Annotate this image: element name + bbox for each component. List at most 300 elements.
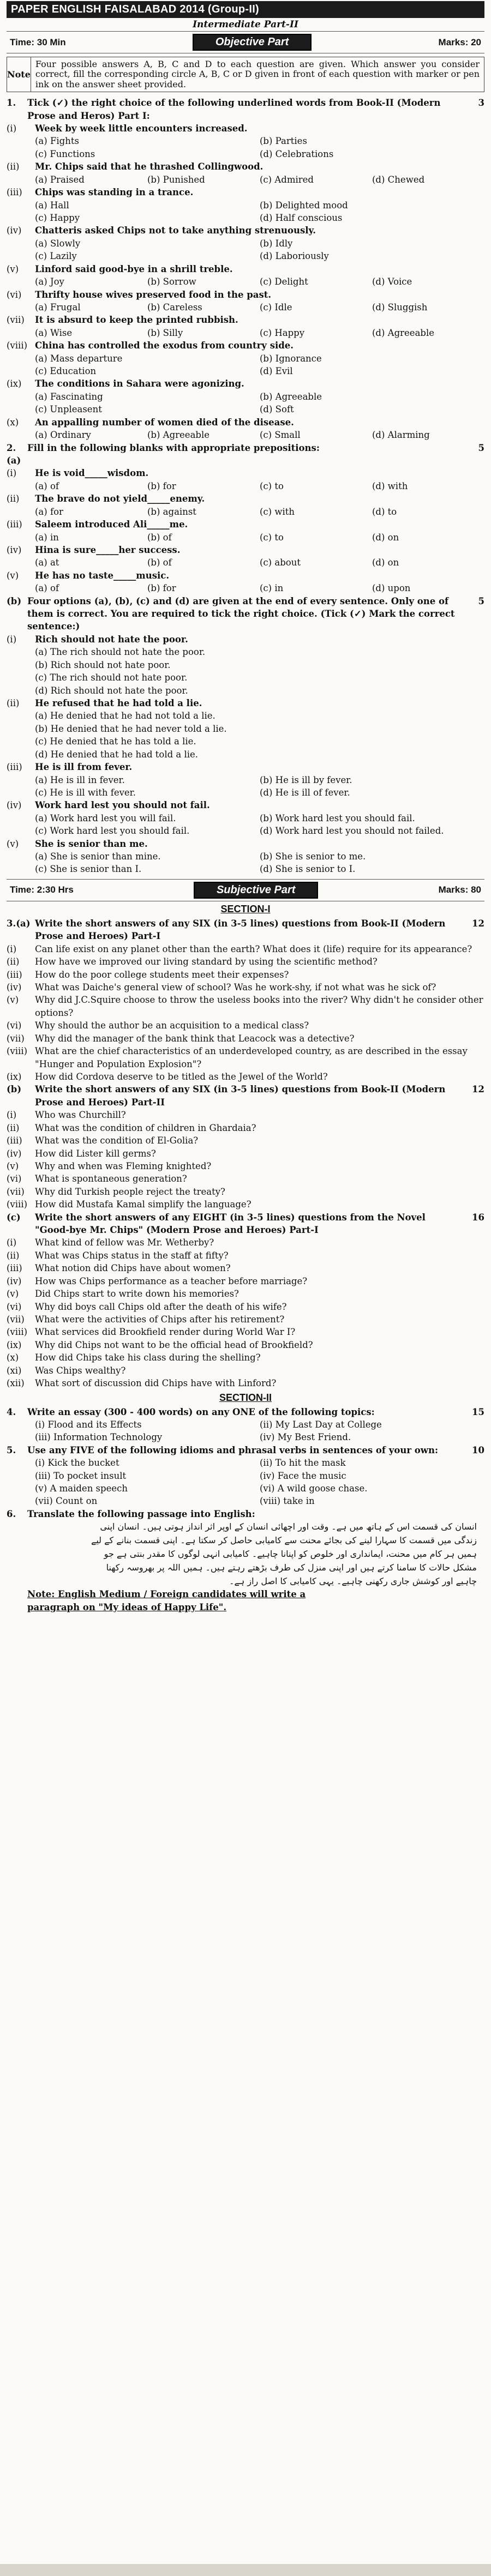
question-number: 1.: [7, 98, 16, 109]
urdu-line: زندگی میں قسمت کا سہارا لینے کی بجائے محنت سے کامیابی حاصل کر سکتا ہے۔ اپنی قسمت بنانے کے لیے: [91, 1535, 477, 1546]
question-marks: 10: [472, 1445, 484, 1455]
item-text: Saleem introduced Ali_____me.: [35, 519, 188, 530]
answer-option: (a) Ordinary: [35, 430, 91, 441]
answer-option: (b) Agreeable: [147, 430, 210, 441]
question-items: [7, 633, 484, 876]
short-question: [7, 1351, 484, 1364]
item-text: How did Cordova deserve to be titled as the Jewel of the World?: [35, 1071, 328, 1082]
answer-options: [7, 390, 484, 416]
item-number: (x): [7, 1352, 19, 1363]
item-text: China has controlled the exodus from country side.: [35, 340, 294, 351]
item-text: Mr. Chips said that he thrashed Collingwood.: [35, 161, 264, 172]
answer-option: (a) Slowly: [35, 238, 81, 249]
question-item: [7, 544, 484, 556]
answer-option: (c) Happy: [260, 327, 305, 338]
answer-option: (a) of: [35, 480, 59, 491]
answer-option: (a) Praised: [35, 174, 85, 185]
item-text: How was Chips performance as a teacher before marriage?: [35, 1275, 308, 1286]
urdu-line: انسان کی قسمت اس کے ہاتھ میں ہے۔ وقت اور اچھائی انسان کے اوپر اثر انداز ہوتی ہیں۔ انسان اپنی: [100, 1521, 477, 1532]
answer-options: [7, 709, 484, 761]
answer-option: (c) He denied that he has told a lie.: [35, 736, 196, 747]
question-number: 6.: [7, 1508, 16, 1519]
answer-option: (d) Chewed: [372, 174, 425, 185]
short-question: [7, 1313, 484, 1326]
item-number: (i): [7, 1110, 17, 1121]
item-number: (i): [7, 1237, 17, 1248]
item-number: (i): [7, 468, 17, 479]
answer-option: (b) against: [147, 506, 196, 517]
subjective-part-title: Subjective Part: [194, 882, 319, 899]
answer-options: [7, 646, 484, 697]
item-number: (iii): [7, 519, 22, 530]
answer-option: (c) Lazily: [35, 251, 77, 262]
question-5: [7, 1444, 484, 1508]
item-text: He is void_____wisdom.: [35, 468, 149, 479]
item-text: Hina is sure_____her success.: [35, 544, 181, 555]
urdu-line: چاہیے اور کوشش جاری رکھنی چاہیے۔ یہی کامیابی کا اصل راز ہے۔: [229, 1575, 477, 1586]
question-item: [7, 518, 484, 531]
question-item: [7, 467, 484, 479]
answer-option: (c) Admired: [260, 174, 314, 185]
question-3c: [7, 1211, 484, 1390]
answer-option: (b) Idly: [260, 238, 293, 249]
item-text: What was the condition of children in Ghardaia?: [35, 1122, 256, 1133]
item-number: (viii): [7, 1046, 28, 1057]
item-text: Can life exist on any planet other than the earth? What does it (life) require for its appearance?: [35, 943, 472, 954]
item-number: (ix): [7, 378, 22, 389]
short-question: [7, 1377, 484, 1389]
paper-subtitle: Intermediate Part-II: [7, 18, 484, 32]
item-number: (vii): [7, 1033, 25, 1044]
question-number: 3.(a): [7, 918, 31, 929]
question-text: Translate the following passage into English:: [27, 1508, 255, 1519]
item-number: (v): [7, 995, 19, 1006]
answer-option: (d) Celebrations: [260, 148, 334, 159]
answer-option: (b) Sorrow: [147, 276, 196, 287]
idiom-item: (i) Kick the bucket: [35, 1458, 119, 1468]
answer-option: (d) Evil: [260, 366, 293, 377]
answer-option: (a) Joy: [35, 276, 64, 287]
item-number: (viii): [7, 1199, 28, 1210]
question-item: [7, 799, 484, 811]
answer-option: (a) He is ill in fever.: [35, 774, 125, 785]
urdu-passage: [7, 1520, 484, 1588]
item-text: What were the activities of Chips after his retirement?: [35, 1314, 285, 1325]
answer-option: (a) Work hard lest you will fail.: [35, 812, 176, 823]
subjective-marks: Marks: 80: [438, 884, 481, 895]
question-item: [7, 416, 484, 429]
answer-option: (d) Work hard lest you should not failed.: [260, 826, 444, 836]
short-question: [7, 1262, 484, 1274]
answer-option: (a) for: [35, 506, 63, 517]
question-marks: 15: [472, 1406, 484, 1417]
answer-options: [7, 505, 484, 518]
answer-option: (d) Laboriously: [260, 251, 329, 262]
question-number: (b): [7, 1084, 22, 1095]
answer-option: (a) Frugal: [35, 302, 81, 312]
urdu-line: ہمیں ہر کام میں محنت، ایمانداری اور خلوص کو اپنانا چاہیے۔ کامیابی انہی لوگوں کا مقدر بنتی ہے جو: [104, 1548, 477, 1559]
item-text: What sort of discussion did Chips have with Linford?: [35, 1378, 277, 1389]
answer-option: (d) on: [372, 557, 399, 568]
essay-topic: (iv) My Best Friend.: [260, 1432, 351, 1443]
answer-option: (b) Agreeable: [260, 391, 322, 402]
question-number: 4.: [7, 1406, 16, 1417]
answer-option: (a) Fights: [35, 136, 79, 147]
item-number: (i): [7, 943, 17, 954]
answer-option: (d) Rich should not hate the poor.: [35, 685, 188, 696]
question-marks: 5: [478, 442, 484, 453]
item-number: (v): [7, 263, 19, 274]
objective-bar: [7, 32, 484, 53]
note-label: Note: [7, 57, 31, 92]
question-item: [7, 492, 484, 505]
item-number: (iii): [7, 762, 22, 773]
short-question: [7, 1287, 484, 1300]
item-text: She is senior than me.: [35, 838, 148, 849]
short-question: [7, 1109, 484, 1121]
question-text: Write the short answers of any EIGHT (in 3-5 lines) questions from the Novel "Good-bye Mr. Chips" (Modern Prose and Heroes) Part-I: [35, 1212, 426, 1236]
item-number: (viii): [7, 340, 28, 351]
answer-option: (d) Agreeable: [372, 327, 435, 338]
item-text: What was Daiche's general view of school? Was he work-shy, if not what was he sick of?: [35, 982, 436, 993]
answer-option: (b) He denied that he had never told a lie.: [35, 723, 227, 734]
answer-options: [7, 429, 484, 441]
question-3a: [7, 917, 484, 1083]
answer-option: (a) Fascinating: [35, 391, 103, 402]
question-items: [7, 1236, 484, 1389]
question-number: (b): [7, 595, 22, 606]
answer-options: [7, 327, 484, 339]
answer-option: (d) Half conscious: [260, 212, 343, 223]
answer-option: (b) Parties: [260, 136, 307, 147]
question-text: Use any FIVE of the following idioms and phrasal verbs in sentences of your own:: [27, 1445, 439, 1455]
item-number: (iv): [7, 1148, 22, 1159]
answer-options: [7, 275, 484, 288]
item-number: (ix): [7, 1071, 22, 1082]
short-question: [7, 1339, 484, 1351]
answer-options: [7, 556, 484, 569]
item-text: What is spontaneous generation?: [35, 1173, 187, 1184]
answer-options: [7, 199, 484, 225]
answer-options: [7, 237, 484, 263]
objective-marks: Marks: 20: [438, 37, 481, 47]
question-4: [7, 1406, 484, 1444]
item-text: The conditions in Sahara were agonizing.: [35, 378, 244, 389]
answer-options: [7, 812, 484, 838]
answer-option: (c) Unpleasent: [35, 404, 102, 415]
item-text: Why did J.C.Squire choose to throw the useless books into the river? Why didn't he consider other options?: [35, 995, 483, 1018]
item-number: (viii): [7, 1327, 28, 1338]
answer-option: (a) at: [35, 557, 59, 568]
answer-options: [7, 135, 484, 160]
question-items: [7, 467, 484, 594]
question-marks: 12: [472, 918, 484, 929]
item-text: How did Mustafa Kamal simplify the language?: [35, 1199, 252, 1210]
question-item: [7, 697, 484, 709]
item-text: He has no taste_____music.: [35, 570, 170, 581]
short-question: [7, 981, 484, 994]
item-number: (i): [7, 634, 17, 645]
answer-option: (c) Work hard lest you should fail.: [35, 826, 190, 836]
page-footer-strip: [0, 2564, 491, 2576]
answer-option: (c) Delight: [260, 276, 308, 287]
question-marks: 12: [472, 1084, 484, 1095]
answer-option: (b) for: [147, 583, 176, 594]
item-number: (v): [7, 570, 19, 581]
objective-part-title: Objective Part: [193, 34, 312, 51]
answer-options: [7, 352, 484, 378]
answer-option: (c) about: [260, 557, 301, 568]
question-item: [7, 633, 484, 646]
item-number: (xi): [7, 1365, 22, 1376]
item-text: Rich should not hate the poor.: [35, 634, 188, 645]
question-number: 5.: [7, 1445, 16, 1455]
answer-option: (b) for: [147, 480, 176, 491]
objective-time: Time: 30 Min: [10, 37, 66, 47]
item-text: How have we improved our living standard by using the scientific method?: [35, 956, 378, 967]
idiom-list: [7, 1456, 484, 1508]
essay-topic: (iii) Information Technology: [35, 1432, 163, 1443]
item-text: An appalling number of women died of the disease.: [35, 417, 294, 428]
answer-option: (a) of: [35, 583, 59, 594]
answer-option: (c) in: [260, 583, 284, 594]
short-question: [7, 943, 484, 955]
short-question: [7, 1236, 484, 1249]
question-text: Write the short answers of any SIX (in 3-5 lines) questions from Book-II (Modern Prose and Heroes) Part-II: [35, 1084, 446, 1108]
item-number: (ii): [7, 956, 20, 967]
question-text: Write an essay (300 - 400 words) on any ONE of the following topics:: [27, 1406, 375, 1417]
item-text: He refused that he had told a lie.: [35, 698, 202, 708]
short-question: [7, 968, 484, 981]
item-number: (vi): [7, 1301, 22, 1312]
item-number: (iii): [7, 187, 22, 198]
answer-options: [7, 774, 484, 799]
idiom-item: (viii) take in: [260, 1496, 315, 1507]
short-question: [7, 1122, 484, 1134]
item-number: (v): [7, 1160, 19, 1171]
answer-option: (c) Small: [260, 430, 301, 441]
item-text: What was the condition of El-Golia?: [35, 1135, 199, 1146]
item-number: (iv): [7, 544, 22, 555]
answer-option: (d) She is senior to I.: [260, 864, 356, 875]
question-item: [7, 186, 484, 198]
idiom-item: (vi) A wild goose chase.: [260, 1483, 368, 1494]
answer-options: [7, 480, 484, 492]
item-number: (ii): [7, 698, 20, 708]
question-item: [7, 761, 484, 773]
item-number: (vii): [7, 315, 25, 326]
question-item: [7, 122, 484, 135]
answer-option: (c) with: [260, 506, 295, 517]
idiom-item: (vii) Count on: [35, 1496, 98, 1507]
answer-option: (c) She is senior than I.: [35, 864, 142, 875]
answer-option: (b) of: [147, 557, 172, 568]
item-text: Week by week little encounters increased.: [35, 123, 248, 134]
short-question: [7, 994, 484, 1019]
question-item: [7, 569, 484, 582]
item-text: What notion did Chips have about women?: [35, 1263, 231, 1274]
item-text: It is absurd to keep the printed rubbish.: [35, 315, 238, 326]
item-text: Was Chips wealthy?: [35, 1365, 126, 1376]
question-item: [7, 263, 484, 275]
short-question: [7, 1275, 484, 1287]
item-number: (iii): [7, 1135, 22, 1146]
answer-options: [7, 173, 484, 186]
item-number: (ii): [7, 161, 20, 172]
item-number: (iii): [7, 969, 22, 980]
answer-option: (c) Functions: [35, 148, 95, 159]
item-text: How did Chips take his class during the shelling?: [35, 1352, 261, 1363]
item-text: Chips was standing in a trance.: [35, 187, 194, 198]
note-english-medium-cont: paragraph on "My ideas of Happy Life".: [27, 1602, 227, 1612]
answer-option: (b) of: [147, 532, 172, 543]
section-1-title: SECTION-I: [220, 903, 271, 914]
question-3b: [7, 1083, 484, 1211]
question-items: [7, 1109, 484, 1211]
item-text: How do the poor college students meet their expenses?: [35, 969, 289, 980]
answer-option: (a) She is senior than mine.: [35, 851, 161, 862]
item-text: Chatteris asked Chips not to take anything strenuously.: [35, 225, 316, 236]
answer-options: [7, 531, 484, 544]
item-text: Why did Chips not want to be the official head of Brookfield?: [35, 1339, 313, 1350]
item-number: (x): [7, 417, 19, 428]
item-text: Thrifty house wives preserved food in the past.: [35, 289, 272, 300]
answer-option: (c) to: [260, 532, 284, 543]
answer-option: (d) Alarming: [372, 430, 430, 441]
item-text: Linford said good-bye in a shrill treble.: [35, 263, 233, 274]
answer-option: (c) He is ill with fever.: [35, 787, 136, 798]
item-text: What was Chips status in the staff at fifty?: [35, 1250, 229, 1261]
short-question: [7, 1134, 484, 1147]
short-question: [7, 1301, 484, 1313]
question-2a: [7, 442, 484, 595]
item-text: Why did the manager of the bank think that Leacock was a detective?: [35, 1033, 355, 1044]
short-question: [7, 1249, 484, 1262]
answer-option: (a) The rich should not hate the poor.: [35, 647, 206, 658]
answer-option: (d) on: [372, 532, 399, 543]
item-number: (vii): [7, 1186, 25, 1197]
item-text: Who was Churchill?: [35, 1110, 126, 1121]
question-item: [7, 288, 484, 301]
answer-option: (b) Silly: [147, 327, 183, 338]
short-question: [7, 1147, 484, 1160]
answer-option: (a) Wise: [35, 327, 73, 338]
answer-option: (b) Punished: [147, 174, 205, 185]
item-text: How did Lister kill germs?: [35, 1148, 156, 1159]
answer-option: (a) Mass departure: [35, 353, 123, 364]
answer-option: (d) upon: [372, 583, 411, 594]
question-text: Tick (✓) the right choice of the following underlined words from Book-II (Modern Prose and Heros) Part I:: [27, 98, 441, 121]
question-2b: [7, 595, 484, 876]
item-number: (v): [7, 838, 19, 849]
item-text: Work hard lest you should not fail.: [35, 800, 210, 811]
item-number: (ii): [7, 493, 20, 504]
item-number: (v): [7, 1289, 19, 1299]
answer-option: (b) Careless: [147, 302, 202, 312]
question-number: (c): [7, 1212, 21, 1223]
item-text: What services did Brookfield render during World War I?: [35, 1327, 296, 1338]
answer-options: [7, 301, 484, 314]
answer-option: (b) Rich should not hate poor.: [35, 659, 171, 670]
answer-option: (c) The rich should not hate poor.: [35, 672, 188, 683]
question-number: 2.(a): [7, 442, 21, 466]
note-text: Four possible answers A, B, C and D to each question are given. Which answer you consider correct, fill the corresponding circle A, B, C or D given in front of each question with marker or pen ink on the answer sheet provided.: [35, 59, 480, 89]
question-item: [7, 838, 484, 850]
question-6: [7, 1508, 484, 1614]
paper-title: PAPER ENGLISH FAISALABAD 2014 (Group-II): [7, 1, 484, 18]
item-number: (vi): [7, 1173, 22, 1184]
item-number: (iv): [7, 800, 22, 811]
question-marks: 3: [478, 98, 484, 109]
answer-option: (d) Sluggish: [372, 302, 428, 312]
answer-option: (d) Voice: [372, 276, 412, 287]
essay-topic: (ii) My Last Day at College: [260, 1419, 382, 1430]
question-item: [7, 339, 484, 352]
short-question: [7, 1032, 484, 1045]
answer-option: (d) He is ill of fever.: [260, 787, 350, 798]
item-text: The brave do not yield_____enemy.: [35, 493, 205, 504]
item-text: What are the chief characteristics of an underdeveloped country, as are described in the essay "Hunger and Population Explosion"?: [35, 1046, 468, 1069]
item-number: (iii): [7, 1263, 22, 1274]
answer-option: (c) Happy: [35, 212, 80, 223]
question-item: [7, 377, 484, 390]
item-number: (vi): [7, 289, 22, 300]
question-marks: 5: [478, 595, 484, 606]
idiom-item: (ii) To hit the mask: [260, 1458, 346, 1468]
answer-option: (c) Idle: [260, 302, 292, 312]
item-text: He is ill from fever.: [35, 762, 133, 773]
short-question: [7, 1045, 484, 1070]
short-question: [7, 1160, 484, 1172]
question-text: Four options (a), (b), (c) and (d) are given at the end of every sentence. Only one of them is correct. You are required to tick the right choice. (Tick (✓) Mark the correct sentence:): [27, 595, 455, 632]
short-question: [7, 1326, 484, 1338]
item-text: Why did boys call Chips old after the death of his wife?: [35, 1301, 287, 1312]
question-item: [7, 160, 484, 173]
section-2-title: SECTION-II: [219, 1392, 272, 1403]
idiom-item: (iii) To pocket insult: [35, 1470, 127, 1481]
item-text: Why should the author be an acquisition to a medical class?: [35, 1020, 309, 1031]
short-question: [7, 1019, 484, 1032]
short-question: [7, 1364, 484, 1377]
short-question: [7, 1172, 484, 1185]
answer-option: (b) Ignorance: [260, 353, 322, 364]
idiom-item: (iv) Face the music: [260, 1470, 346, 1481]
answer-option: (a) Hall: [35, 200, 69, 210]
item-number: (vi): [7, 1020, 22, 1031]
question-items: [7, 122, 484, 442]
essay-topic: (i) Flood and its Effects: [35, 1419, 142, 1430]
question-text: Write the short answers of any SIX (in 3-5 lines) questions from Book-II (Modern Prose and Heroes) Part-I: [35, 918, 446, 942]
short-question: [7, 1185, 484, 1198]
item-number: (i): [7, 123, 17, 134]
answer-option: (c) to: [260, 480, 284, 491]
item-text: Why and when was Fleming knighted?: [35, 1160, 212, 1171]
item-text: Why did Turkish people reject the treaty?: [35, 1186, 225, 1197]
answer-option: (b) Work hard lest you should fail.: [260, 812, 415, 823]
item-number: (ii): [7, 1250, 20, 1261]
question-marks: 16: [472, 1212, 484, 1223]
item-number: (iv): [7, 982, 22, 993]
item-number: (ix): [7, 1339, 22, 1350]
note-english-medium: Note: English Medium / Foreign candidates will write a: [27, 1589, 306, 1600]
answer-option: (b) He is ill by fever.: [260, 774, 352, 785]
subjective-bar: [7, 879, 484, 901]
item-text: Did Chips start to write down his memories?: [35, 1289, 239, 1299]
question-item: [7, 314, 484, 326]
answer-option: (b) Delighted mood: [260, 200, 348, 210]
idiom-item: (v) A maiden speech: [35, 1483, 128, 1494]
item-number: (xii): [7, 1378, 25, 1389]
